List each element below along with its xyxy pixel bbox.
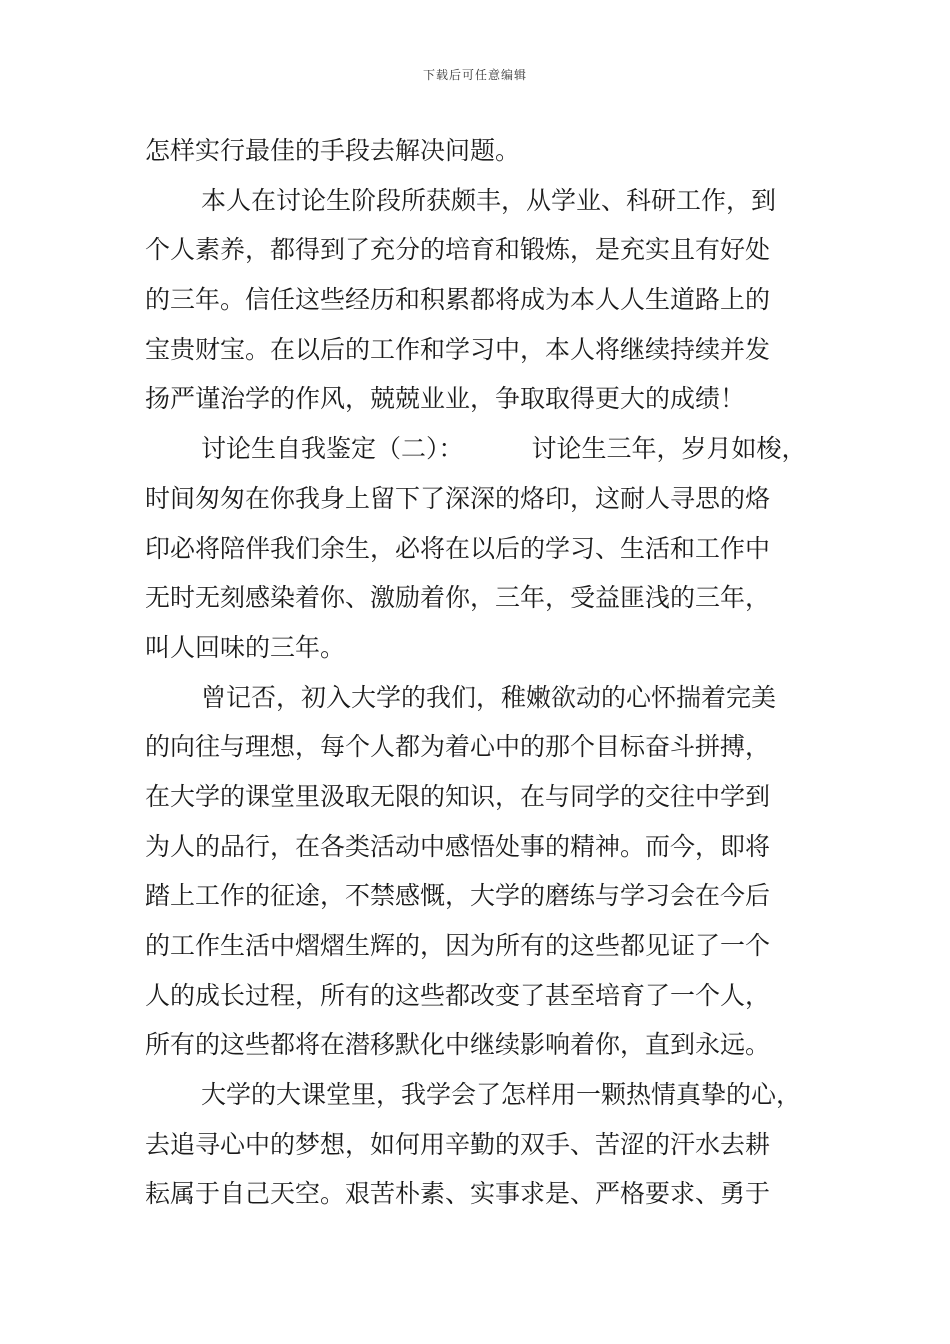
- heading-rest-text: 讨论生三年，岁月如梭，: [531, 434, 807, 464]
- section-heading-line: [145, 424, 835, 474]
- page-header: 下载后可任意编辑: [422, 68, 527, 82]
- text-line: 无时无刻感染着你、激励着你，三年，受益匪浅的三年，: [145, 583, 771, 613]
- text-line: 的工作生活中熠熠生辉的，因为所有的这些都见证了一个: [145, 931, 771, 960]
- text-line: 在大学的课堂里汲取无限的知识，在与同学的交往中学到: [145, 781, 771, 811]
- text-line: 印必将陪伴我们余生，必将在以后的学习、生活和工作中: [145, 533, 771, 563]
- text-line: 人的成长过程，所有的这些都改变了甚至培育了一个人，: [145, 980, 771, 1010]
- text-line: 时间匆匆在你我身上留下了深深的烙印，这耐人寻思的烙: [145, 483, 771, 513]
- text-line: 怎样实行最佳的手段去解决问题。: [145, 136, 521, 165]
- document-body: [145, 126, 835, 1219]
- section-heading: 讨论生自我鉴定（二）：: [201, 434, 464, 464]
- text-line: 的向往与理想，每个人都为着心中的那个目标奋斗拼搏，: [145, 732, 771, 762]
- text-line: 踏上工作的征途，不禁感慨，大学的磨练与学习会在今后: [145, 881, 771, 911]
- text-line: 耘属于自己天空。艰苦朴素、实事求是、严格要求、勇于: [145, 1179, 771, 1209]
- text-line: 叫人回味的三年。: [145, 632, 346, 662]
- text-line: 本人在讨论生阶段所获颇丰，从学业、科研工作，到: [201, 185, 777, 215]
- text-line: 扬严谨治学的作风，兢兢业业，争取取得更大的成绩！: [145, 384, 746, 414]
- text-line: 所有的这些都将在潜移默化中继续影响着你，直到永远。: [145, 1030, 771, 1060]
- text-line: 个人素养，都得到了充分的培育和锻炼，是充实且有好处: [145, 235, 771, 265]
- text-line: 大学的大课堂里，我学会了怎样用一颗热情真挚的心，: [201, 1080, 802, 1110]
- text-line: 曾记否，初入大学的我们，稚嫩欲动的心怀揣着完美: [201, 682, 777, 712]
- text-line: 去追寻心中的梦想，如何用辛勤的双手、苦涩的汗水去耕: [145, 1129, 771, 1159]
- text-line: 为人的品行，在各类活动中感悟处事的精神。而今，即将: [145, 831, 771, 861]
- text-line: 宝贵财宝。在以后的工作和学习中，本人将继续持续并发: [145, 334, 771, 364]
- text-line: 的三年。信任这些经历和积累都将成为本人人生道路上的: [145, 285, 771, 315]
